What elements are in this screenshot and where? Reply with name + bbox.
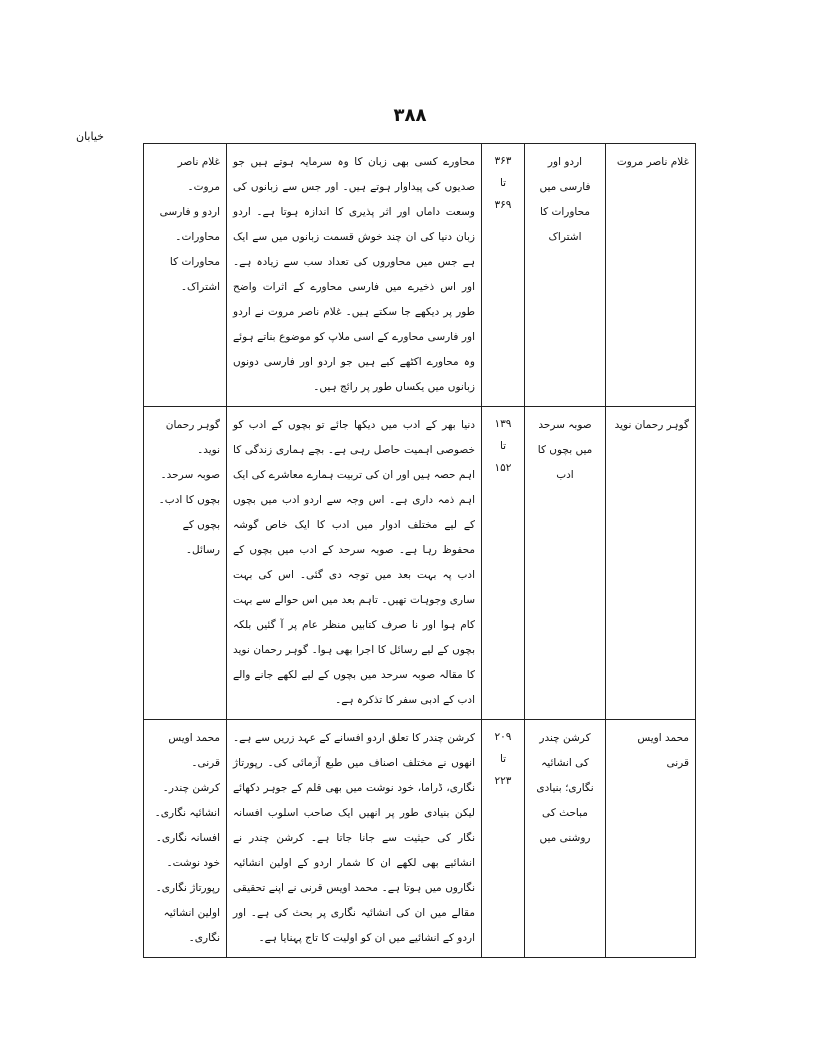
page-to: تا: [499, 753, 507, 765]
keyword: محاورات۔: [175, 231, 220, 243]
keyword: افسانہ نگاری۔: [155, 832, 220, 844]
summary-cell: محاورے کسی بھی زبان کا وہ سرمایہ ہوتے ہیں جو صدیوں کی پیداوار ہوتے ہیں۔ اور جس سے زبانوں کی وسعت داماں اور اثر پذیری کا اندازہ ہوتا ہے۔ اردو زبان دنیا کی ان چند خوش قسمت زبانوں میں سے ایک ہے جس میں محاوروں کی تعداد سب سے زیادہ ہے۔ اور اس ذخیرے میں فارسی محاورے کے اثرات واضح طور پر دیکھے جا سکتے ہیں۔ غلام ناصر مروت نے اردو اور فارسی محاورے کے اسی ملاپ کو موضوع بناتے ہوئے وہ محاورے اکٹھے کیے ہیں جو اردو اور فارسی دونوں زبانوں میں یکساں طور پر رائج ہیں۔: [227, 144, 482, 407]
pages-cell: [482, 144, 525, 407]
pages-cell: [482, 720, 525, 958]
table-row: [144, 144, 696, 407]
keyword: خود نوشت۔: [166, 857, 220, 869]
title-cell: کرشن چندر کی انشائیہ نگاری؛ بنیادی مباحث کی روشنی میں: [525, 720, 606, 958]
article-index-table: [143, 143, 696, 958]
page-end: ۱۵۲: [494, 462, 512, 474]
page-start: ۲۰۹: [494, 731, 512, 743]
page-end: ۳۶۹: [494, 199, 512, 211]
summary-cell: کرشن چندر کا تعلق اردو افسانے کے عہد زریں سے ہے۔ انھوں نے مختلف اصناف میں طبع آزمائی کی۔ رپورتاژ نگاری، ڈراما، خود نوشت میں بھی قلم کے جوہر دکھائے لیکن بنیادی طور پر انھیں ایک صاحب اسلوب افسانہ نگار کی حیثیت سے جانا جاتا ہے۔ کرشن چندر نے انشائیے بھی لکھے ان کا شمار اردو کے اولین انشائیہ نگاروں میں ہوتا ہے۔ محمد اویس قرنی نے اپنے تحقیقی مقالے میں ان کی انشائیہ نگاری پر بحث کی ہے۔ اور اردو کے انشائیے میں ان کو اولیت کا تاج پہنایا ہے۔: [227, 720, 482, 958]
keyword: بچوں کے رسائل۔: [182, 519, 220, 556]
keyword: غلام ناصر مروت۔: [177, 156, 220, 193]
page-to: تا: [499, 440, 507, 452]
keyword: انشائیہ نگاری۔: [154, 807, 220, 819]
keyword: بچوں کا ادب۔: [158, 494, 220, 506]
keyword: اردو و فارسی: [159, 206, 220, 218]
summary-cell: دنیا بھر کے ادب میں دیکھا جائے تو بچوں کے ادب کو خصوصی اہمیت حاصل رہی ہے۔ بچے ہماری زندگی کا اہم حصہ ہیں اور ان کی تربیت ہمارے معاشرے کی ایک اہم ذمہ داری ہے۔ اس وجہ سے اردو ادب میں بچوں کے لیے مختلف ادوار میں ادب کا ایک خاص گوشہ محفوظ رہا ہے۔ صوبہ سرحد کے ادب میں بچوں کے ادب پہ بہت بعد میں توجہ دی گئی۔ اس کی بہت ساری وجوہات تھیں۔ تاہم بعد میں اس حوالے سے بہت کام ہوا اور نا صرف کتابیں منظر عام پر آ گئیں بلکہ بچوں کے لیے رسائل کا اجرا بھی ہوا۔ گوہر رحمان نوید کا مقالہ صوبہ سرحد میں بچوں کے لیے لکھے جانے والے ادب کے ادبی سفر کا تذکرہ ہے۔: [227, 407, 482, 720]
keyword: گوہر رحمان نوید۔: [165, 419, 220, 456]
page-number: ۳۸۸: [393, 105, 427, 126]
table-row: [144, 720, 696, 958]
keywords-cell: [144, 720, 227, 958]
page-end: ۲۲۳: [494, 775, 512, 787]
page-start: ۱۳۹: [494, 418, 512, 430]
author-cell: غلام ناصر مروت: [606, 144, 696, 407]
table-row: [144, 407, 696, 720]
keyword: اشتراک۔: [180, 281, 220, 293]
journal-name: خیابان: [76, 130, 104, 143]
author-cell: گوہر رحمان نوید: [606, 407, 696, 720]
keyword: اولین انشائیہ نگاری۔: [163, 907, 220, 944]
keywords-cell: [144, 407, 227, 720]
pages-cell: [482, 407, 525, 720]
keywords-cell: [144, 144, 227, 407]
keyword: محمد اویس قرنی۔: [168, 732, 220, 769]
keyword: کرشن چندر۔: [162, 782, 220, 794]
page-to: تا: [499, 177, 507, 189]
keyword: محاورات کا: [169, 256, 220, 268]
keyword: رپورتاژ نگاری۔: [155, 882, 220, 894]
title-cell: اردو اور فارسی میں محاورات کا اشتراک: [525, 144, 606, 407]
page-start: ۳۶۳: [494, 155, 512, 167]
author-cell: محمد اویس قرنی: [606, 720, 696, 958]
title-cell: صوبہ سرحد میں بچوں کا ادب: [525, 407, 606, 720]
keyword: صوبہ سرحد۔: [160, 469, 220, 481]
